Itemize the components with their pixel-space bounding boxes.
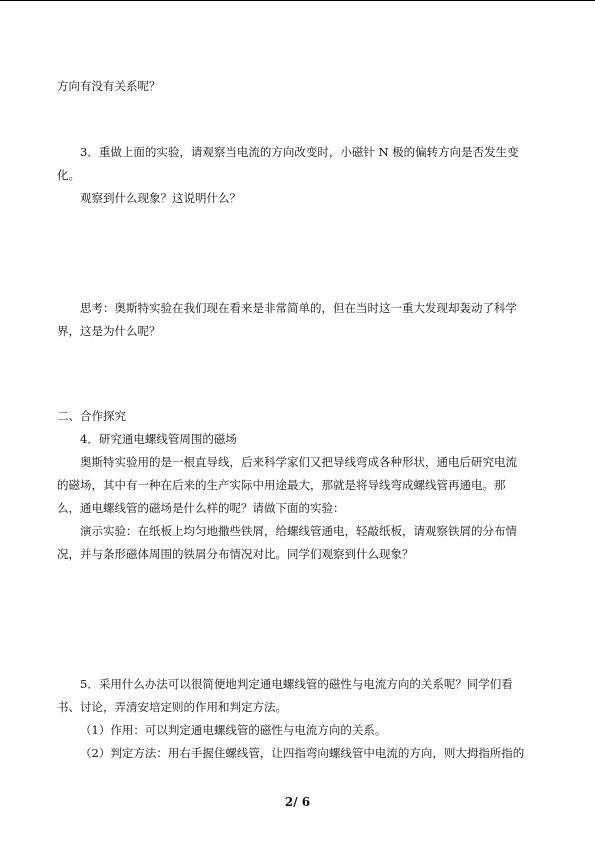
question-4-title: 4．研究通电螺线管周围的磁场 [80,432,237,446]
think-line: 界，这是为什么呢？ [57,324,161,338]
question-4-paragraph-line: 奥斯特实验用的是一根直导线，后来科学家们又把导线弯成各种形状，通电后研究电流 [80,455,517,469]
question-5-item: （2）判定方法：用右手握住螺线管，让四指弯向螺线管中电流的方向，则大拇指所指的 [80,746,525,760]
demo-line: 演示实验：在纸板上均匀地撒些铁屑，给螺线管通电，轻敲纸板，请观察铁屑的分布情 [80,524,517,538]
question-4-paragraph-line: 的磁场，其中有一种在后来的生产实际中用途最大，那就是将导线弯成螺线管再通电。那 [57,478,506,492]
page-number: 2/ 6 [284,795,311,809]
section-heading: 二、合作探究 [57,409,126,423]
question-5-line: 书、讨论，弄清安培定则的作用和判定方法。 [57,700,287,714]
question-5-item: （1）作用：可以判定通电螺线管的磁性与电流方向的关系。 [80,723,387,737]
think-line: 思考：奥斯特实验在我们现在看来是非常简单的，但在当时这一重大发现却轰动了科学 [80,301,517,315]
text-line: 方向有没有关系呢？ [57,79,161,93]
question-3-line: 3．重做上面的实验，请观察当电流的方向改变时，小磁针 N 极的偏转方向是否发生变 [80,145,519,159]
question-3-line: 化。 [57,168,80,182]
page-top-border [0,0,595,1]
question-4-paragraph-line: 么，通电螺线管的磁场是什么样的呢？请做下面的实验： [57,501,345,515]
question-3-prompt: 观察到什么现象？这说明什么？ [80,191,241,205]
question-5-line: 5．采用什么办法可以很简便地判定通电螺线管的磁性与电流方向的关系呢？同学们看 [80,677,513,691]
demo-line: 况，并与条形磁体周围的铁屑分布情况对比。同学们观察到什么现象？ [57,547,414,561]
